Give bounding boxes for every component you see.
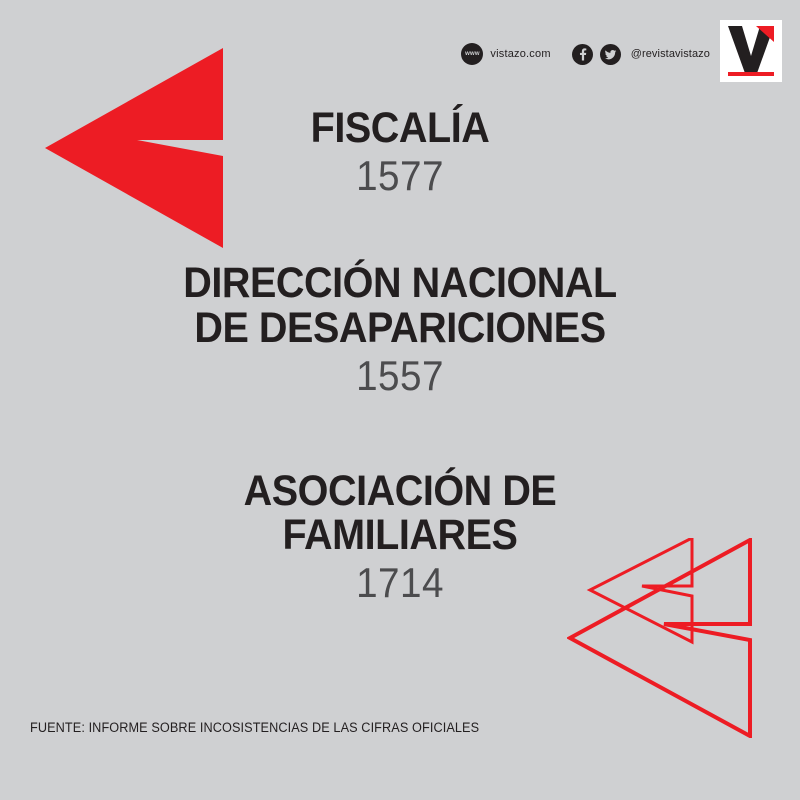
site-url[interactable]: vistazo.com: [490, 48, 551, 60]
social-handle[interactable]: @revistavistazo: [630, 48, 710, 60]
stats-list: [0, 96, 800, 607]
stat-label-line1: ASOCIACIÓN DE: [243, 466, 557, 515]
vistazo-logo[interactable]: [720, 20, 782, 82]
twitter-icon[interactable]: [600, 44, 621, 65]
stat-label-line1: DIRECCIÓN NACIONAL: [183, 259, 617, 308]
stat-value: 1577: [356, 152, 444, 200]
www-icon: www: [461, 43, 483, 65]
source-note: FUENTE: INFORME SOBRE INCOSISTENCIAS DE LAS CIFRAS OFICIALES: [30, 720, 480, 735]
stat-item-asociacion-familiares: [90, 466, 710, 607]
stat-value: 1557: [356, 351, 444, 399]
facebook-icon[interactable]: [572, 44, 593, 65]
social-bar: [461, 42, 710, 66]
stat-label: FISCALÍA: [310, 104, 490, 152]
stat-item-direccion-nacional: [90, 261, 710, 399]
stat-label-line2: DE DESAPARICIONES: [194, 303, 606, 352]
stat-value: 1714: [356, 559, 444, 607]
stat-label-line2: FAMILIARES: [282, 511, 518, 560]
stat-item-fiscalia: [90, 106, 710, 199]
